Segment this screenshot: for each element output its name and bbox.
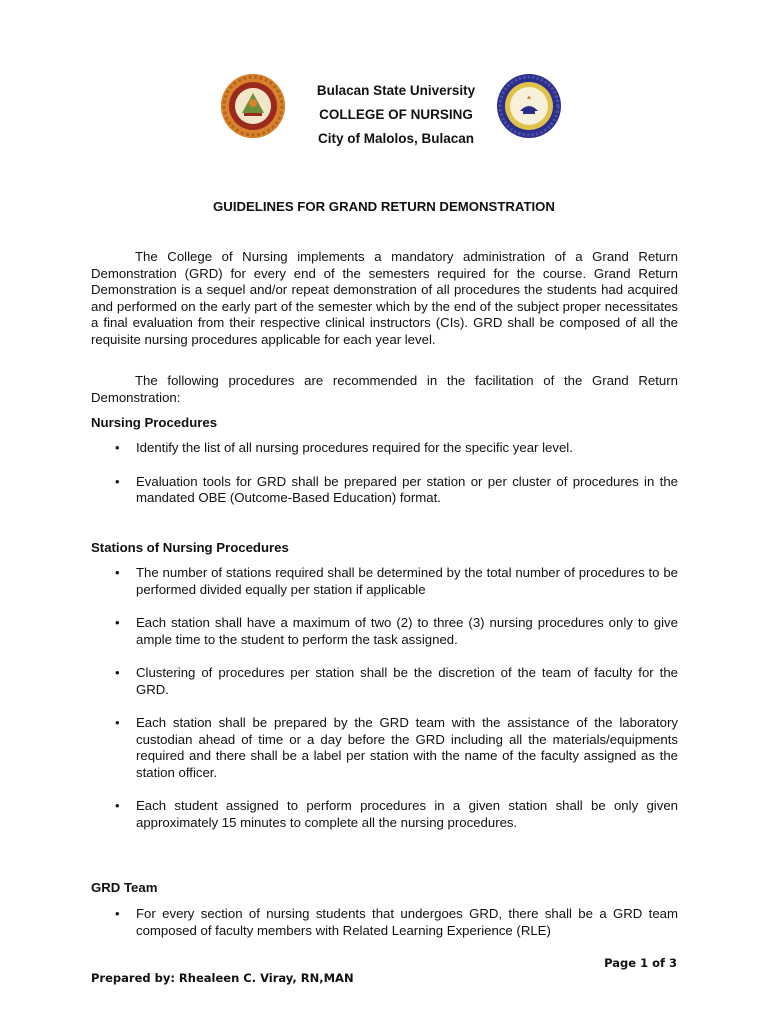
intro-paragraph-block xyxy=(91,249,678,348)
section-heading-grd-team: GRD Team xyxy=(91,880,158,895)
section-heading-nursing-procedures: Nursing Procedures xyxy=(91,415,218,430)
letterhead xyxy=(220,73,560,151)
college-name: COLLEGE OF NURSING xyxy=(319,107,473,122)
section-heading-stations: Stations of Nursing Procedures xyxy=(91,540,289,555)
university-location: City of Malolos, Bulacan xyxy=(317,131,475,146)
document-title: GUIDELINES FOR GRAND RETURN DEMONSTRATION xyxy=(213,199,555,214)
list-item: • Identify the list of all nursing procedures required for the specific year level. xyxy=(115,440,573,455)
list-item: • Each student assigned to perform procedures in a given station shall be only given approximately 15 minutes to complete all the nursing procedures. xyxy=(115,798,678,830)
recommendation-paragraph: The following procedures are recommended in the facilitation of the Grand Return Demonstration: xyxy=(91,373,678,405)
prepared-by: Prepared by: Rhealeen C. Viray, RN,MAN xyxy=(91,971,354,985)
intro-paragraph: The College of Nursing implements a mandatory administration of a Grand Return Demonstration (GRD) for every end of the semesters required for the course. Grand Return Demonstration is a sequel and/or repeat demonstration of all procedures the students had acquired and performed on the early part of the semester which by the end of the subject proper necessitates a final evaluation from their respective clinical instructors (CIs). GRD shall be composed of all the requisite nursing procedures applicable for each year level. xyxy=(91,249,678,347)
university-seal-icon xyxy=(220,73,286,139)
university-name: Bulacan State University xyxy=(316,83,476,98)
list-item: • The number of stations required shall be determined by the total number of procedures to be performed divided equally per station if applicable xyxy=(115,565,678,597)
stations-list xyxy=(91,565,678,831)
list-item: • Evaluation tools for GRD shall be prepared per station or per cluster of procedures in the mandated OBE (Outcome-Based Education) format. xyxy=(115,473,678,505)
recommendation-paragraph-block xyxy=(91,373,678,406)
list-item: • For every section of nursing students that undergoes GRD, there shall be a GRD team composed of faculty members with Related Learning Experience (RLE) xyxy=(115,906,678,938)
nursing-procedures-list xyxy=(91,440,678,507)
list-item: • Clustering of procedures per station shall be the discretion of the team of faculty for the GRD. xyxy=(115,665,678,697)
list-item: • Each station shall be prepared by the GRD team with the assistance of the laboratory custodian ahead of time or a day before the GRD including all the materials/equipments required and there shall be a label per station with the name of the faculty assigned as the station officer. xyxy=(115,715,678,780)
list-item: • Each station shall have a maximum of two (2) to three (3) nursing procedures only to give ample time to the student to perform the task assigned. xyxy=(115,615,678,647)
nursing-college-seal-icon xyxy=(496,73,562,139)
grd-team-list xyxy=(91,906,678,939)
page-number: Page 1 of 3 xyxy=(604,956,677,970)
